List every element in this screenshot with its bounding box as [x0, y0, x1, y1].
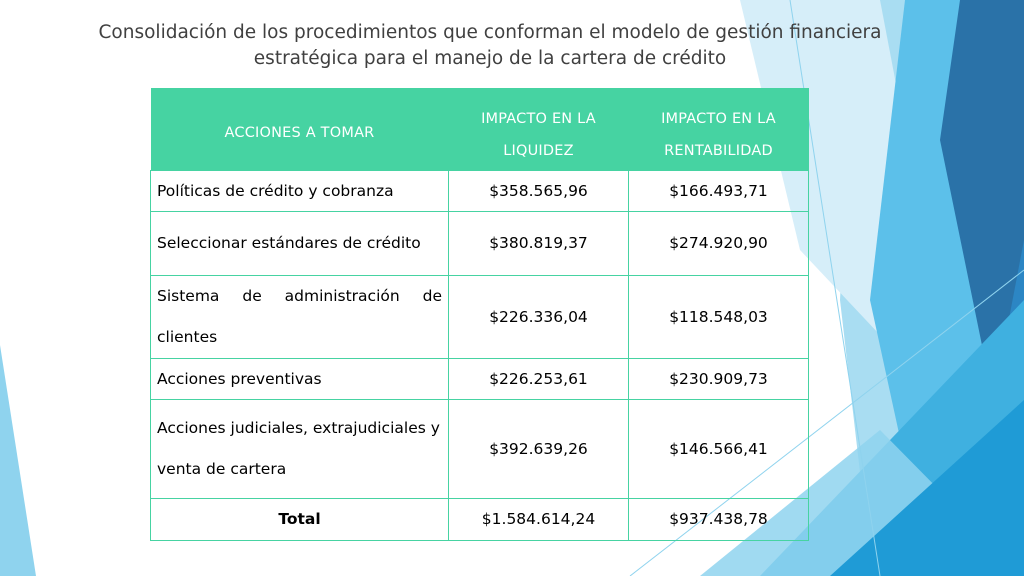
cell-rentabilidad: $118.548,03: [629, 275, 809, 358]
cell-rentabilidad: $230.909,73: [629, 358, 809, 399]
financial-impact-table: [150, 88, 809, 541]
cell-liquidez: $226.253,61: [449, 358, 629, 399]
cell-liquidez: $380.819,37: [449, 211, 629, 275]
total-rentabilidad: $937.438,78: [629, 498, 809, 540]
cell-liquidez: $392.639,26: [449, 399, 629, 498]
table-row: [151, 358, 809, 399]
header-acciones: ACCIONES A TOMAR: [151, 88, 449, 170]
cell-accion: Seleccionar estándares de crédito: [151, 211, 449, 275]
table-total-row: [151, 498, 809, 540]
slide-title-line-2: estratégica para el manejo de la cartera de crédito: [253, 48, 727, 69]
cell-accion-line-2: venta de cartera: [157, 459, 287, 478]
header-rentabilidad: [629, 88, 809, 170]
cell-accion-line-1: Acciones judiciales, extrajudiciales y: [157, 418, 440, 437]
table-row: [151, 170, 809, 211]
cell-accion: [151, 275, 449, 358]
header-liquidez-line-2: LIQUIDEZ: [503, 142, 574, 159]
cell-rentabilidad: $274.920,90: [629, 211, 809, 275]
cell-accion: Acciones preventivas: [151, 358, 449, 399]
cell-accion-line-2: clientes: [157, 327, 218, 346]
left-accent-shape: [0, 345, 36, 576]
table-row: [151, 399, 809, 498]
header-liquidez: [449, 88, 629, 170]
cell-accion: [151, 399, 449, 498]
cell-rentabilidad: $166.493,71: [629, 170, 809, 211]
slide-title: [80, 20, 900, 72]
header-rentabilidad-line-2: RENTABILIDAD: [664, 142, 773, 159]
total-label: Total: [151, 498, 449, 540]
slide-title-line-1: Consolidación de los procedimientos que conforman el modelo de gestión financiera: [98, 22, 882, 43]
cell-liquidez: $358.565,96: [449, 170, 629, 211]
cell-liquidez: $226.336,04: [449, 275, 629, 358]
total-liquidez: $1.584.614,24: [449, 498, 629, 540]
table-row: [151, 211, 809, 275]
cell-accion: Políticas de crédito y cobranza: [151, 170, 449, 211]
table-header-row: [151, 88, 809, 170]
header-liquidez-line-1: IMPACTO EN LA: [481, 110, 596, 127]
table-row: [151, 275, 809, 358]
cell-rentabilidad: $146.566,41: [629, 399, 809, 498]
header-rentabilidad-line-1: IMPACTO EN LA: [661, 110, 776, 127]
cell-accion-line-1: Sistema de administración de: [157, 286, 442, 305]
